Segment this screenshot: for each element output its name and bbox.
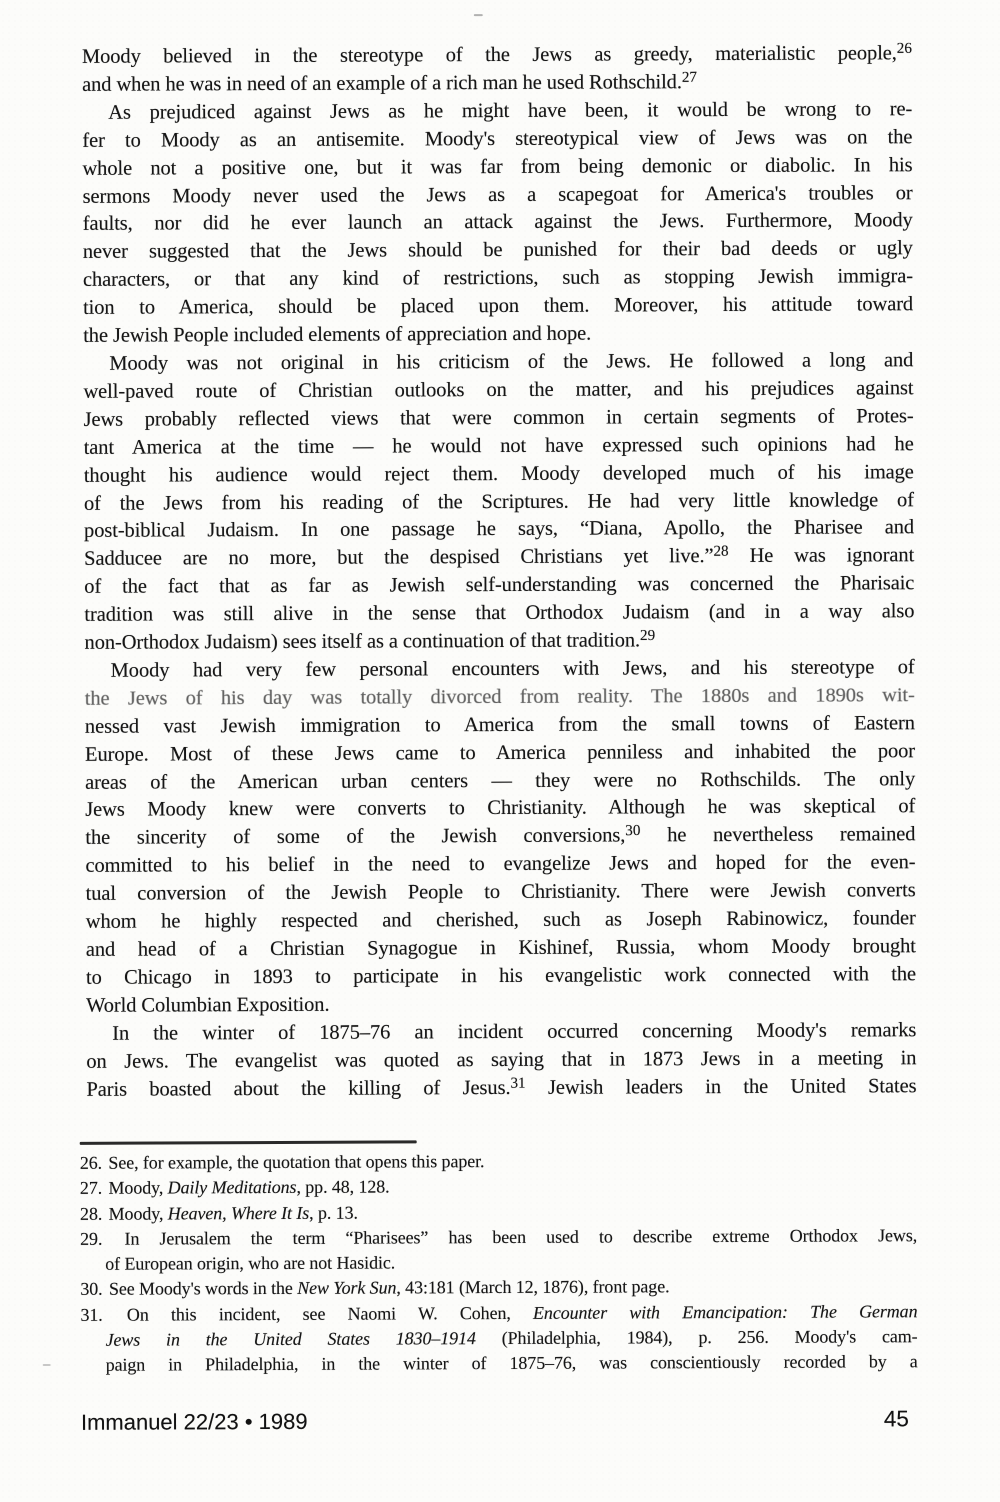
body-text-line: on Jews. The evangelist was quoted as saying that in 1873 Jews in a meeting in [86,1046,917,1073]
article-body [82,40,917,1104]
body-text-line: the Jewish People included elements of appreciation and hope. [83,322,592,347]
body-text-line: In the winter of 1875–76 an incident occurred concerning Moody's remarks [112,1018,917,1045]
body-text-line: non-Orthodox Judaism) sees itself as a continuation of that tradition.$^{29}$ [84,626,656,654]
body-text-line: whole not a positive one, but it was far from being demonic or diabolic. In his [82,153,913,180]
footnote-number: 26. [79,1152,103,1173]
body-text-line: whom he highly respected and cherished, such as Joseph Rabinowicz, founder [85,907,916,933]
footnote-line: 30. See Moody's words in the New York Sun, 43:181 (March 12, 1876), front page. [80,1276,670,1300]
body-text-line: the Jews of his day was totally divorced from reality. The 1880s and 1890s wit- [84,684,915,710]
footnote-number: 30. [80,1279,103,1300]
body-text-line: of the fact that as far as Jewish self-understanding was concerned the Pharisaic [84,572,915,599]
body-text-line: committed to his belief in the need to evangelize Jews and hoped for the even- [85,851,916,878]
body-text-line: fer to Moody as an antisemite. Moody's stereotypical view of Jews was on the [82,125,913,152]
body-text-line: of the Jews from his reading of the Scriptures. He had very little knowledge of [83,488,914,515]
footnote-line: Jews in the United States 1830–1914 (Philadelphia, 1984), p. 256. Moody's cam- [105,1326,918,1350]
body-text-line: Moody believed in the stereotype of the Jews as greedy, materialistic people,$^{26}$ [81,39,912,68]
body-text-line: Jews Moody knew were converts to Christianity. Although he was skeptical of [85,795,916,822]
body-text-line: tion to America, should be placed upon them. Moreover, his attitude toward [83,293,914,319]
body-text-line: sermons Moody never used the Jews as a scapegoat for America's troubles or [82,181,913,208]
scan-artifact-dash-top [474,14,483,16]
page-number: 45 [883,1406,909,1432]
body-text-line: tant America at the time — he would not have expressed such opinions had he [83,432,914,459]
footnote-number: 31. [80,1304,103,1325]
scan-artifact-dash-left [43,1364,51,1366]
body-text-line: post-biblical Judaism. In one passage he says, “Diana, Apollo, the Pharisee and [83,516,915,543]
footnotes [80,1147,918,1378]
footnote-line: 26. See, for example, the quotation that opens this paper. [79,1151,485,1173]
body-text-line: the sincerity of some of the Jewish conversions,$^{30}$ he nevertheless remained [85,822,916,850]
body-text-line: to Chicago in 1893 to participate in his evangelistic work connected with the [85,963,917,989]
footnote-number: 28. [79,1203,103,1224]
body-text-line: Paris boasted about the killing of Jesus.$^{31}$ Jewish leaders in the United States [86,1074,917,1101]
body-text-line: Moody was not original in his criticism of the Jews. He followed a long and [109,349,914,375]
body-text-line: well-paved route of Christian outlooks on the matter, and his prejudices against [83,377,914,403]
body-text-line: and head of a Christian Synagogue in Kishinef, Russia, whom Moody brought [85,935,916,961]
footnote-line: 27. Moody, Daily Meditations, pp. 48, 128. [79,1176,390,1199]
footnote-line: paign in Philadelphia, in the winter of 1875–76, was conscientiously recorded by a [105,1351,918,1376]
body-text-line: areas of the American urban centers — they were no Rothschilds. The only [85,767,916,794]
body-text-line: tual conversion of the Jewish People to Christianity. There were Jewish converts [85,879,916,905]
footnote-line: 31. On this incident, see Naomi W. Cohen, Encounter with Emancipation: The German [80,1300,918,1325]
journal-citation: Immanuel 22/23 • 1989 [80,1408,308,1435]
body-text-line: Jews probably reflected views that were common in certain segments of Protes- [83,404,914,431]
page-footer [81,1406,909,1436]
footnote-number: 29. [80,1228,103,1249]
body-text-line: characters, or that any kind of restrictions, such as stopping Jewish immigra- [82,265,913,292]
body-text-line: Moody had very few personal encounters with Jews, and his stereotype of [110,656,915,682]
footnote-line: 28. Moody, Heaven, Where It Is, p. 13. [79,1202,358,1224]
footnote-separator-rule [80,1140,417,1144]
footnote-number: 27. [79,1178,103,1199]
footnote-line: of European origin, who are not Hasidic. [105,1252,396,1274]
body-text-line: Europe. Most of these Jews came to America penniless and inhabited the poor [84,739,916,766]
body-text-line: faults, nor did he ever launch an attack against the Jews. Furthermore, Moody [82,209,913,236]
body-text-line: World Columbian Exposition. [86,993,330,1017]
body-text-line: nessed vast Jewish immigration to America from the small towns of Eastern [84,711,915,738]
body-text-line: As prejudiced against Jews as he might have been, it would be wrong to re- [108,98,913,124]
body-text-line: tradition was still alive in the sense that Orthodox Judaism (and in a way also [84,600,915,626]
footnote-line: 29. In Jerusalem the term “Pharisees” has been used to describe extreme Orthodox Jews, [80,1225,918,1249]
body-text-line: Sadducee are no more, but the despised Christians yet live.”$^{28}$ He was ignorant [84,542,915,571]
body-text-line: never suggested that the Jews should be punished for their bad deeds or ugly [82,237,913,264]
body-text-line: thought his audience would reject them. Moody developed much of his image [83,460,914,487]
body-text-line: and when he was in need of an example of a rich man he used Rothschild.$^{27}$ [82,68,698,96]
